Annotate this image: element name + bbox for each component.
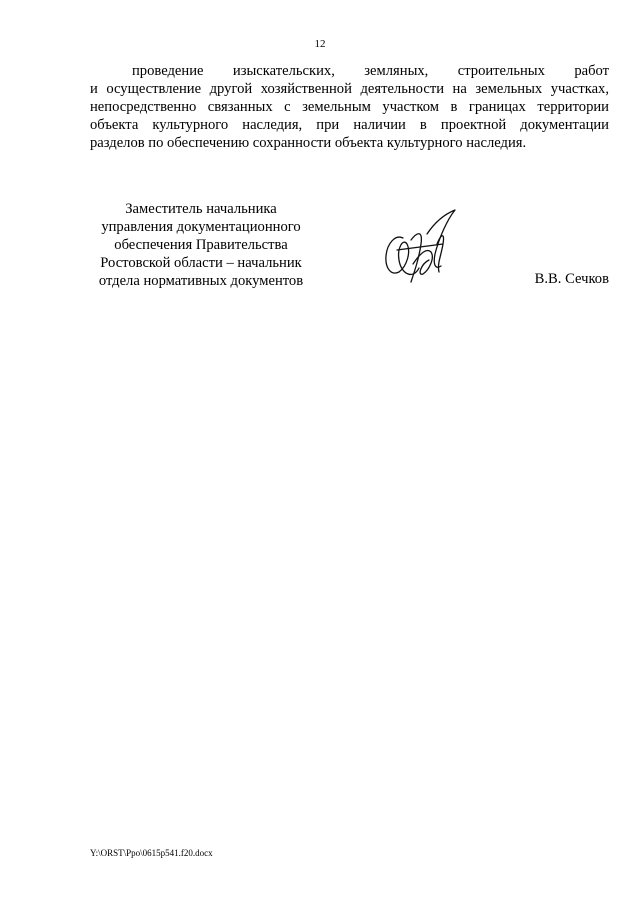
signatory-title-line: отдела нормативных документов bbox=[98, 273, 304, 289]
body-line: объекта культурного наследия, при наличии в проектной документации bbox=[90, 117, 609, 133]
signatory-title-line: управления документационного bbox=[101, 219, 301, 235]
page-number: 12 bbox=[314, 38, 326, 50]
body-line: непосредственно связанных с земельным участком в границах территории bbox=[90, 99, 609, 115]
signatory-title bbox=[90, 200, 312, 290]
body-line: проведение изыскательских, земляных, строительных работ bbox=[132, 63, 609, 79]
body-paragraph bbox=[90, 62, 609, 152]
signature-icon bbox=[377, 204, 461, 286]
signatory-title-line: обеспечения Правительства bbox=[114, 237, 288, 253]
signer-name: В.В. Сечков bbox=[534, 271, 609, 287]
signatory-title-line: Заместитель начальника bbox=[125, 201, 277, 217]
body-line: разделов по обеспечению сохранности объекта культурного наследия. bbox=[90, 135, 527, 151]
file-path: Y:\ORST\Ppo\0615p541.f20.docx bbox=[90, 848, 213, 858]
body-line: и осуществление другой хозяйственной деятельности на земельных участках, bbox=[90, 81, 609, 97]
signatory-title-line: Ростовской области – начальник bbox=[100, 255, 302, 271]
